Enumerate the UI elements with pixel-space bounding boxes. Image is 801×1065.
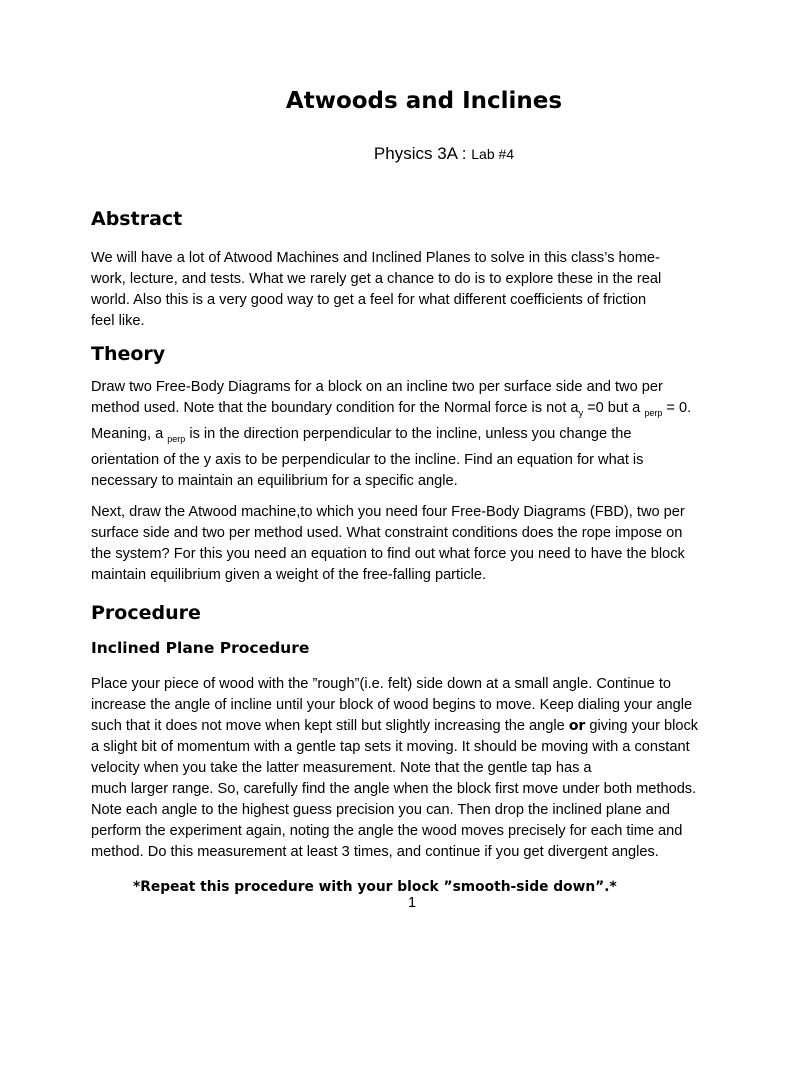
theory-text: = 0. — [662, 400, 692, 416]
procedure-line: method. Do this measurement at least 3 times, and continue if you get divergent angles. — [91, 844, 659, 860]
subscript-perp: perp — [167, 433, 186, 444]
procedure-line — [91, 716, 751, 737]
page-number: 1 — [407, 895, 417, 911]
abstract-heading: Abstract — [91, 208, 183, 230]
procedure-text: such that it does not move when kept still but slightly increasing the angle — [91, 718, 569, 734]
procedure-line: much larger range. So, carefully find the angle when the block first move under both methods. — [91, 781, 697, 797]
procedure-subheading: Inclined Plane Procedure — [91, 639, 310, 657]
abstract-line: feel like. — [91, 313, 145, 329]
theory-line — [91, 398, 751, 424]
theory-line: Draw two Free-Body Diagrams for a block on an incline two per surface side and two per — [91, 379, 663, 395]
theory-heading: Theory — [91, 343, 166, 365]
lab-label: Lab #4 — [471, 146, 515, 162]
theory-line: orientation of the y axis to be perpendicular to the incline. Find an equation for what is — [91, 451, 644, 468]
document-subtitle — [0, 143, 801, 165]
theory-line: the system? For this you need an equation to find out what force you need to have the block — [91, 546, 685, 562]
theory-text: method used. Note that the boundary condition for the Normal force is not a — [91, 400, 579, 416]
procedure-line: Note each angle to the highest guess precision you can. Then drop the inclined plane and — [91, 802, 671, 818]
procedure-text: giving your block — [585, 718, 699, 734]
abstract-line: world. Also this is a very good way to get a feel for what different coefficients of friction — [91, 292, 647, 308]
procedure-paragraph — [91, 674, 751, 863]
theory-line: surface side and two per method used. What constraint conditions does the rope impose on — [91, 525, 683, 541]
theory-paragraph-1 — [91, 377, 751, 492]
theory-line — [91, 424, 751, 450]
emphasis-or: or — [568, 718, 586, 734]
theory-line: necessary to maintain an equilibrium for a specific angle. — [91, 472, 458, 489]
theory-line: Next, draw the Atwood machine,to which you need four Free-Body Diagrams (FBD), two per — [91, 504, 685, 520]
procedure-note: *Repeat this procedure with your block ”smooth-side down”.* — [133, 879, 617, 895]
procedure-heading: Procedure — [91, 602, 201, 624]
procedure-line: increase the angle of incline until your block of wood begins to move. Keep dialing your angle — [91, 697, 693, 713]
procedure-line: perform the experiment again, noting the angle the wood moves precisely for each time and — [91, 823, 683, 839]
subscript-y: y — [578, 407, 584, 418]
abstract-line: work, lecture, and tests. What we rarely get a chance to do is to explore these in the real — [91, 271, 662, 287]
subscript-perp: perp — [644, 407, 663, 418]
procedure-line: velocity when you take the latter measurement. Note that the gentle tap has a — [91, 760, 592, 776]
theory-text: is in the direction perpendicular to the incline, unless you change the — [185, 425, 632, 442]
course-label: Physics 3A : — [373, 144, 472, 163]
procedure-line: Place your piece of wood with the ”rough”(i.e. felt) side down at a small angle. Continue to — [91, 676, 672, 692]
procedure-line: a slight bit of momentum with a gentle tap sets it moving. It should be moving with a constant — [91, 739, 690, 755]
document-title: Atwoods and Inclines — [285, 88, 563, 114]
theory-line: maintain equilibrium given a weight of the free-falling particle. — [91, 567, 487, 583]
theory-paragraph-2 — [91, 502, 751, 586]
abstract-paragraph — [91, 248, 751, 332]
theory-text: =0 but a — [583, 400, 645, 416]
abstract-line: We will have a lot of Atwood Machines and Inclined Planes to solve in this class’s home- — [91, 250, 660, 266]
theory-text: Meaning, a — [91, 425, 168, 442]
